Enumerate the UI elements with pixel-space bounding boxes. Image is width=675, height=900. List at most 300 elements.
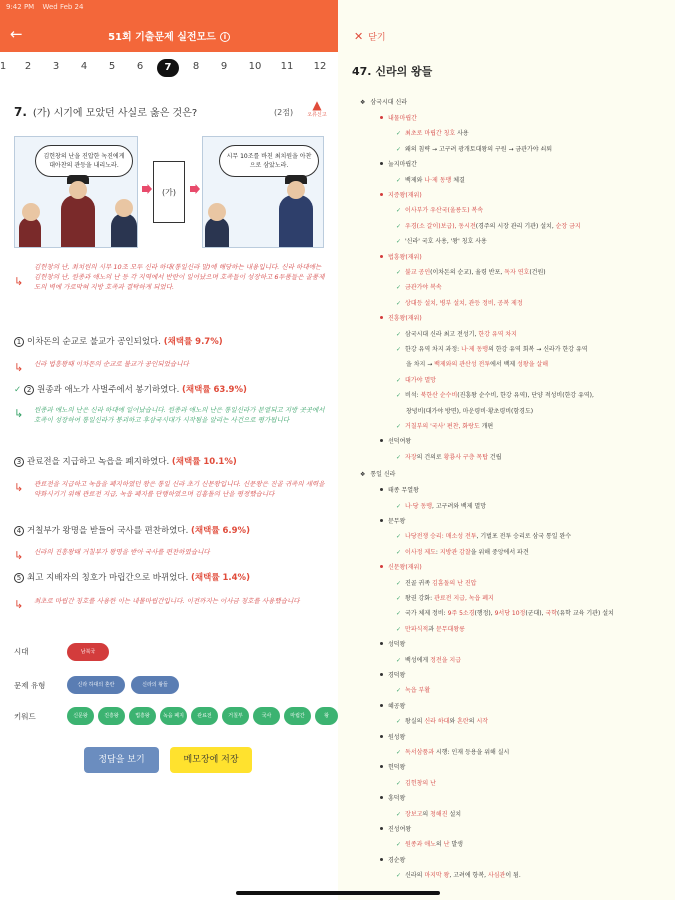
option-explanation: 원종과 애노의 난은 신라 하대에 일어났습니다. 원종과 애노의 난은 통일신라가 분열되고 지방 곳곳에서 호족이 성장하여 통일신라가 붕괴하고 후삼국시대가 시작됨을 알리는 사건으로 평가됩니다 (34, 406, 325, 424)
question-explanation: 김헌창의 난, 최치원의 시무 10조 모두 신라 하대(통일신라 말)에 해당하는 내용입니다. 신라 하대에는 김헌창의 난, 원종과 애노의 난 등 각 지역에서 반란이 일어났으며 호족들이 성장하고 6두품들은 골품제도의 벽에 가로막혀 지방 호족과 결탁하게 되었다. (34, 263, 325, 291)
note-text: 한강 유역 차지 (478, 330, 517, 338)
bullet-icon (380, 116, 383, 119)
note-text: 이사부가 우산국(울릉도) 복속 (405, 207, 484, 215)
note-line (396, 452, 502, 461)
note-text: 이사정 제도 (405, 548, 436, 556)
note-text: 관등 정비, 공복 제정 (468, 299, 523, 307)
back-arrow-icon[interactable]: ← (10, 25, 23, 43)
note-line (406, 359, 548, 368)
note-line (396, 655, 461, 664)
check-icon: ✓ (396, 841, 402, 849)
option-selection-rate: (채택률 63.9%) (182, 385, 247, 395)
note-text: 창녕비(대가야 방면), 마운령비·황초령비(함경도) (406, 407, 534, 415)
option-number: 4 (14, 526, 24, 536)
note-text: 국학 (545, 610, 558, 618)
note-text: 독서삼품과 (405, 749, 435, 756)
note-heading: 태종 무열왕 (388, 487, 419, 495)
note-line (396, 390, 594, 399)
note-line (396, 608, 614, 617)
note-text: 만파식적 (405, 625, 429, 633)
option-explanation: 신라의 진흥왕때 거칠부가 왕명을 받아 국사를 편찬하였습니다 (34, 548, 210, 556)
check-icon: ✓ (396, 579, 402, 587)
note-text: '신라' 국호 사용, '왕' 칭호 사용 (405, 238, 487, 246)
option-selection-rate: (채택률 1.4%) (191, 573, 250, 583)
question-nav-item[interactable]: 2 (24, 61, 32, 72)
keyword-chip[interactable]: 신문왕 (67, 707, 94, 725)
note-line (396, 547, 529, 556)
note-text: 독자 연호 (504, 269, 530, 276)
note-text: 나·제 동맹 (424, 176, 452, 184)
note-section-title: 삼국시대 신라 (370, 99, 408, 106)
note-text: 발생 (449, 841, 463, 849)
era-label: 시대 (14, 647, 29, 656)
question-points: (2점) (274, 108, 294, 117)
note-text: (행정), (474, 610, 495, 618)
bullet-icon (380, 704, 383, 707)
note-text: 의 (435, 841, 444, 849)
page-title (0, 28, 338, 43)
note-line (396, 716, 488, 725)
bullet-icon (380, 858, 383, 861)
save-memo-button[interactable]: 메모장에 저장 (170, 747, 252, 773)
note-text: 비석: (405, 392, 421, 400)
note-text: 혼란 (457, 718, 469, 726)
diamond-bullet-icon: ❖ (360, 471, 366, 479)
note-section-title: 통일 신라 (370, 471, 396, 479)
bullet-icon (380, 193, 383, 196)
question-nav-item[interactable]: 7 (157, 59, 179, 77)
option-text: 이차돈의 순교로 불교가 공인되었다. (27, 337, 161, 347)
note-line (396, 267, 546, 276)
note-heading: 진흥왕(재위) (388, 315, 422, 323)
answer-option-5[interactable] (14, 571, 250, 583)
note-line (380, 436, 411, 445)
explanation-arrow-icon: ↳ (14, 481, 24, 494)
note-text: (진흥왕 순수비, 한강 유역), 단양 적성비(한강 유역), (457, 392, 594, 400)
note-line (360, 469, 395, 478)
note-line (396, 221, 581, 230)
status-time: 9:42 PM (6, 3, 35, 11)
note-text: 삼국시대 신라 최고 전성기, (405, 330, 479, 338)
note-line (396, 236, 487, 245)
page-title-text: 51회 기출문제 실전모드 (108, 32, 216, 43)
note-text: 상대등 설치, 병부 설치, (405, 299, 469, 307)
check-icon: ✓ (396, 176, 402, 184)
note-text: 난 (443, 841, 450, 849)
note-line (380, 313, 422, 322)
note-line (396, 501, 486, 510)
note-text: 금관가야 복속 (405, 284, 442, 292)
explanation-arrow-icon: ↳ (14, 598, 24, 611)
note-text: 의 건의로 (416, 453, 444, 461)
status-date: Wed Feb 24 (42, 3, 84, 11)
note-text: 김헌창의 난 (405, 779, 436, 787)
check-icon: ✓ (396, 718, 402, 726)
option-text: 관료전을 지급하고 녹읍을 폐지하였다. (27, 457, 170, 467)
illustration-panel-left (14, 136, 138, 248)
note-line (380, 190, 422, 199)
note-text: (군대), (525, 610, 546, 618)
note-text: 청해진 (430, 810, 448, 818)
note-text: 의 (468, 718, 477, 726)
note-line (380, 824, 411, 833)
note-text: 백성에게 (405, 656, 431, 664)
note-text: 백제와 (405, 176, 425, 184)
note-line (396, 421, 493, 430)
check-icon: ✓ (396, 548, 402, 556)
note-line (380, 516, 405, 525)
note-line (396, 175, 465, 184)
note-text: (건원) (529, 269, 546, 276)
note-text: 9주 5소경 (447, 610, 475, 618)
note-panel (338, 0, 675, 900)
question-nav-item[interactable]: 12 (313, 61, 327, 72)
status-bar (6, 3, 89, 11)
question-nav-item[interactable]: 11 (280, 61, 294, 72)
answer-option-2[interactable] (14, 383, 247, 395)
check-icon: ✓ (396, 749, 402, 756)
show-answer-button[interactable]: 정답을 보기 (84, 747, 159, 773)
check-icon: ✓ (396, 687, 402, 695)
question-nav-item[interactable]: 8 (192, 61, 200, 72)
keyword-chip[interactable]: 국사 (253, 707, 280, 725)
correct-check-icon: ✓ (14, 385, 22, 395)
question-nav-item[interactable]: 6 (136, 61, 144, 72)
king-figure (279, 195, 313, 247)
note-text: 김흠돌의 난 진압 (432, 579, 477, 587)
note-line (396, 624, 465, 633)
note-line (380, 562, 422, 571)
illustration-panel-right (202, 136, 324, 248)
note-text: 녹읍 부활 (405, 687, 431, 695)
check-icon: ✓ (396, 238, 402, 246)
option-number: 1 (14, 337, 24, 347)
note-line (380, 252, 422, 261)
option-text: 거칠부가 왕명을 받들어 국사를 편찬하였다. (27, 526, 189, 536)
note-line (380, 732, 405, 741)
note-text: 백제와의 관산성 전투 (434, 361, 491, 369)
note-text: 9서당 10정 (494, 610, 526, 618)
note-text: 불교 공인 (405, 269, 431, 276)
note-text: 을 위해 중앙에서 파견 (470, 548, 529, 556)
check-icon: ✓ (396, 207, 402, 215)
note-text: , 고구려와 백제 멸망 (432, 502, 487, 510)
answer-option-1[interactable] (14, 335, 223, 347)
note-line (396, 809, 461, 818)
flow-arrow-icon (190, 184, 200, 194)
check-icon: ✓ (396, 595, 402, 602)
note-text: 과 (428, 625, 436, 633)
note-text: , 기벌포 전투 승리로 삼국 통일 완수 (476, 533, 572, 541)
type-chip[interactable]: 신라 하대의 혼란 (67, 676, 125, 694)
note-line (396, 578, 476, 587)
note-text: 한강 유역 차지 과정: (405, 346, 462, 353)
note-line (396, 685, 430, 694)
note-text: 최초로 마립간 칭호 (405, 130, 456, 138)
check-icon: ✓ (396, 502, 402, 510)
bullet-icon (380, 827, 383, 830)
check-icon: ✓ (396, 145, 402, 153)
question-number: 7. (14, 105, 27, 119)
check-icon: ✓ (396, 299, 402, 307)
note-line (396, 329, 517, 338)
note-line (406, 406, 533, 415)
note-line (380, 855, 405, 864)
check-icon: ✓ (396, 346, 402, 353)
note-line (396, 747, 509, 756)
note-line (396, 593, 494, 602)
close-button[interactable] (354, 30, 386, 43)
note-text: 관료전 지급, 녹읍 폐지 (434, 595, 494, 602)
note-line (396, 128, 469, 137)
note-text: 나·당 동맹 (405, 502, 433, 510)
note-text: : (435, 548, 440, 556)
keyword-chip[interactable]: 왕 (315, 707, 338, 725)
note-line (396, 375, 436, 384)
note-line (396, 870, 521, 879)
note-line (360, 97, 407, 106)
note-text: 이 됨. (505, 872, 521, 880)
check-icon: ✓ (396, 330, 402, 338)
check-icon: ✓ (396, 625, 402, 633)
check-icon: ✓ (396, 810, 402, 818)
note-line (380, 762, 405, 771)
speech-bubble-right: 시무 10조를 바친 최치원을 아찬으로 삼았노라. (219, 145, 319, 177)
note-line (380, 670, 405, 679)
question-nav-item[interactable]: 4 (80, 61, 88, 72)
note-text: 장보고 (405, 810, 423, 818)
note-line (380, 485, 419, 494)
question-number-nav (0, 52, 338, 84)
note-line (396, 778, 436, 787)
note-heading: 법흥왕(재위) (388, 253, 422, 261)
note-text: 시행: 인재 등용을 위해 실시 (434, 749, 510, 756)
note-text: 원종과 애노 (405, 841, 436, 849)
option-text: 최고 지배자의 칭호가 마립간으로 바뀌었다. (27, 573, 189, 583)
note-heading: 경순왕 (388, 856, 406, 864)
note-text: 왕실의 (405, 718, 425, 726)
bullet-icon (380, 488, 383, 491)
question-nav-item[interactable]: 3 (52, 61, 60, 72)
check-icon: ✓ (396, 222, 402, 230)
note-title: 47. 신라의 왕들 (352, 65, 433, 78)
option-number: 3 (14, 457, 24, 467)
option-explanation: 최초로 마립간 칭호를 사용한 이는 내물마립간입니다. 이전까지는 이사금 칭호를 사용했습니다 (34, 597, 300, 605)
note-heading: 성덕왕 (388, 641, 406, 649)
question-text: (가) 시기에 모았던 사실로 옳은 것은? (32, 108, 198, 119)
note-text: 사용 (455, 130, 469, 138)
bullet-icon (380, 519, 383, 522)
note-text: (이차돈의 순교), 율령 반포, (430, 269, 505, 276)
note-text: 에서 백제 (490, 361, 518, 369)
note-text: 지방관 감찰 (439, 548, 471, 556)
king-figure (61, 195, 95, 247)
note-line (396, 531, 571, 540)
keyword-chip[interactable]: 진흥왕 (98, 707, 125, 725)
note-text: 마지막 왕 (424, 872, 450, 880)
note-heading: 지증왕(재위) (388, 192, 422, 199)
note-text: 화랑도 (462, 423, 480, 430)
explanation-arrow-icon: ↳ (14, 361, 24, 374)
keyword-chip[interactable]: 법흥왕 (129, 707, 156, 725)
question-illustration (14, 136, 324, 248)
question-nav-item[interactable]: 10 (248, 61, 262, 72)
explanation-arrow-icon: ↳ (14, 407, 24, 420)
note-text: 사심관 (487, 872, 506, 880)
bullet-icon (380, 642, 383, 645)
bullet-icon (380, 796, 383, 799)
note-line (380, 639, 405, 648)
check-icon: ✓ (396, 779, 402, 787)
note-text: 매소성 전투 (445, 533, 477, 541)
note-text: 왜의 침략 → 고구려 광개토대왕의 구원 → 금관가야 쇠퇴 (405, 145, 553, 153)
type-label: 문제 유형 (14, 681, 46, 690)
check-icon: ✓ (396, 533, 402, 541)
note-text: 성왕을 살해 (517, 361, 549, 369)
note-line (396, 344, 588, 353)
note-text: 을 차지 → (406, 361, 435, 369)
question-nav-item[interactable]: 1 (0, 61, 7, 72)
check-icon: ✓ (396, 376, 402, 384)
note-heading: 진성여왕 (388, 826, 412, 833)
note-heading: 혜공왕 (388, 702, 406, 710)
report-error-button[interactable] (304, 99, 330, 118)
note-text: 개편 (479, 423, 494, 430)
report-error-label: 오류신고 (307, 112, 327, 118)
bullet-icon (380, 565, 383, 568)
note-text: 동시전 (458, 222, 476, 230)
option-selection-rate: (채택률 6.9%) (191, 526, 250, 536)
note-text: 진골 귀족 (405, 579, 433, 587)
keyword-chip[interactable]: 관료전 (191, 707, 218, 725)
note-text: 시작 (476, 718, 489, 726)
bullet-icon (380, 735, 383, 738)
note-heading: 원성왕 (388, 733, 406, 741)
keyword-label: 키워드 (14, 712, 36, 721)
close-label: 닫기 (368, 33, 386, 43)
note-text: 문무대왕릉 (435, 625, 465, 633)
check-icon: ✓ (396, 269, 402, 276)
note-text: 의 (422, 810, 431, 818)
info-icon[interactable]: i (220, 32, 230, 42)
speech-bubble-left: 김헌창의 난을 진압한 녹진에게 대아찬의 관등을 내리노라. (35, 145, 133, 177)
bullet-icon (380, 439, 383, 442)
courtier-figure (111, 213, 137, 247)
note-text: 우경(소 갈이)보급), (405, 222, 459, 230)
top-header (0, 0, 338, 52)
explanation-arrow-icon: ↳ (14, 549, 24, 562)
note-text: 설치 (447, 810, 462, 818)
check-icon: ✓ (396, 872, 402, 880)
keyword-chip[interactable]: 거칠부 (222, 707, 249, 725)
check-icon: ✓ (396, 423, 402, 430)
bullet-icon (380, 162, 383, 165)
check-icon: ✓ (396, 392, 402, 400)
note-text: 정전을 지급 (430, 656, 462, 664)
note-text: 와 (449, 718, 458, 726)
warning-icon: ▲ (312, 98, 322, 112)
courtier-figure (205, 217, 229, 247)
option-explanation: 신라 법흥왕때 이차돈의 순교로 불교가 공인되었습니다 (34, 360, 189, 368)
note-line (396, 298, 523, 307)
note-heading: 눌지마립간 (388, 161, 417, 169)
note-line (380, 793, 405, 802)
note-text: (유학 교육 기관) 설치 (557, 610, 614, 618)
note-line (396, 839, 463, 848)
note-heading: 헌덕왕 (388, 764, 406, 772)
note-text: 대가야 멸망 (405, 376, 436, 384)
bullet-icon (380, 765, 383, 768)
question-nav-item[interactable]: 5 (108, 61, 116, 72)
bullet-icon (380, 673, 383, 676)
option-number: 2 (24, 385, 34, 395)
note-text: 나·제 동맹 (461, 346, 489, 353)
option-selection-rate: (채택률 9.7%) (163, 337, 223, 347)
note-heading: 흥덕왕 (388, 795, 406, 803)
check-icon: ✓ (396, 656, 402, 664)
note-line (396, 282, 442, 291)
note-line (396, 205, 483, 214)
question-nav-item[interactable]: 9 (220, 61, 228, 72)
note-heading: 문무왕 (388, 518, 406, 525)
keyword-chip[interactable]: 마립간 (284, 707, 311, 725)
note-line (396, 144, 552, 153)
option-explanation: 관료전을 지급하고 녹읍을 폐지하였던 왕은 통일 신라 초기 신문왕입니다. 신문왕은 진골 귀족의 세력을 약화시키기 위해 관료전 지급, 녹읍 폐지를 단행하였으며 김흠돌의 난을 평정했습니다 (34, 480, 325, 498)
note-text: 황룡사 구층 목탑 (443, 453, 489, 461)
bullet-icon (380, 316, 383, 319)
answer-option-4[interactable] (14, 524, 250, 536)
note-heading: 신문왕(재위) (388, 564, 422, 572)
check-icon: ✓ (396, 610, 402, 618)
note-text: 신라 하대 (424, 718, 450, 726)
note-heading: 선덕여왕 (388, 438, 412, 446)
option-selection-rate: (채택률 10.1%) (171, 457, 237, 467)
option-number: 5 (14, 573, 24, 583)
note-text: 자장 (405, 453, 417, 461)
note-text: 북한산 순수비 (420, 392, 458, 400)
check-icon: ✓ (396, 130, 402, 138)
keyword-chip[interactable]: 녹읍 폐지 (160, 707, 187, 725)
note-line (380, 159, 417, 168)
note-text: 의 한강 유역 회복 → 신라가 한강 유역 (488, 346, 588, 353)
note-text: 나당전쟁 승리: (405, 533, 446, 541)
home-indicator[interactable] (236, 891, 440, 895)
type-chip[interactable]: 신라의 왕들 (131, 676, 179, 694)
note-text: 거칠부의 '국사' 편찬, (405, 423, 463, 430)
note-text: 국가 체제 정비: (405, 610, 448, 618)
option-text: 원종과 애노가 사벌주에서 봉기하였다. (37, 385, 180, 395)
era-chip[interactable]: 남북국 (67, 643, 109, 661)
note-heading: 경덕왕 (388, 672, 406, 679)
close-icon: ✕ (354, 30, 364, 43)
note-line (380, 113, 417, 122)
courtier-figure (19, 217, 41, 247)
answer-option-3[interactable] (14, 455, 237, 467)
note-text: 순장 금지 (555, 222, 581, 230)
explanation-arrow-icon: ↳ (14, 275, 24, 288)
note-text: 신라의 (405, 872, 425, 880)
note-text: 건립 (488, 453, 502, 461)
blank-era-box: (가) (153, 161, 185, 223)
note-text: (경주의 시장 관리 기관) 설치, (475, 222, 556, 230)
diamond-bullet-icon: ❖ (360, 99, 366, 106)
note-text: 왕권 강화: (405, 595, 435, 602)
check-icon: ✓ (396, 453, 402, 461)
note-text: , 고려에 항복, (449, 872, 488, 880)
note-line (380, 701, 405, 710)
flow-arrow-icon (142, 184, 152, 194)
note-heading: 내물마립간 (388, 115, 417, 122)
